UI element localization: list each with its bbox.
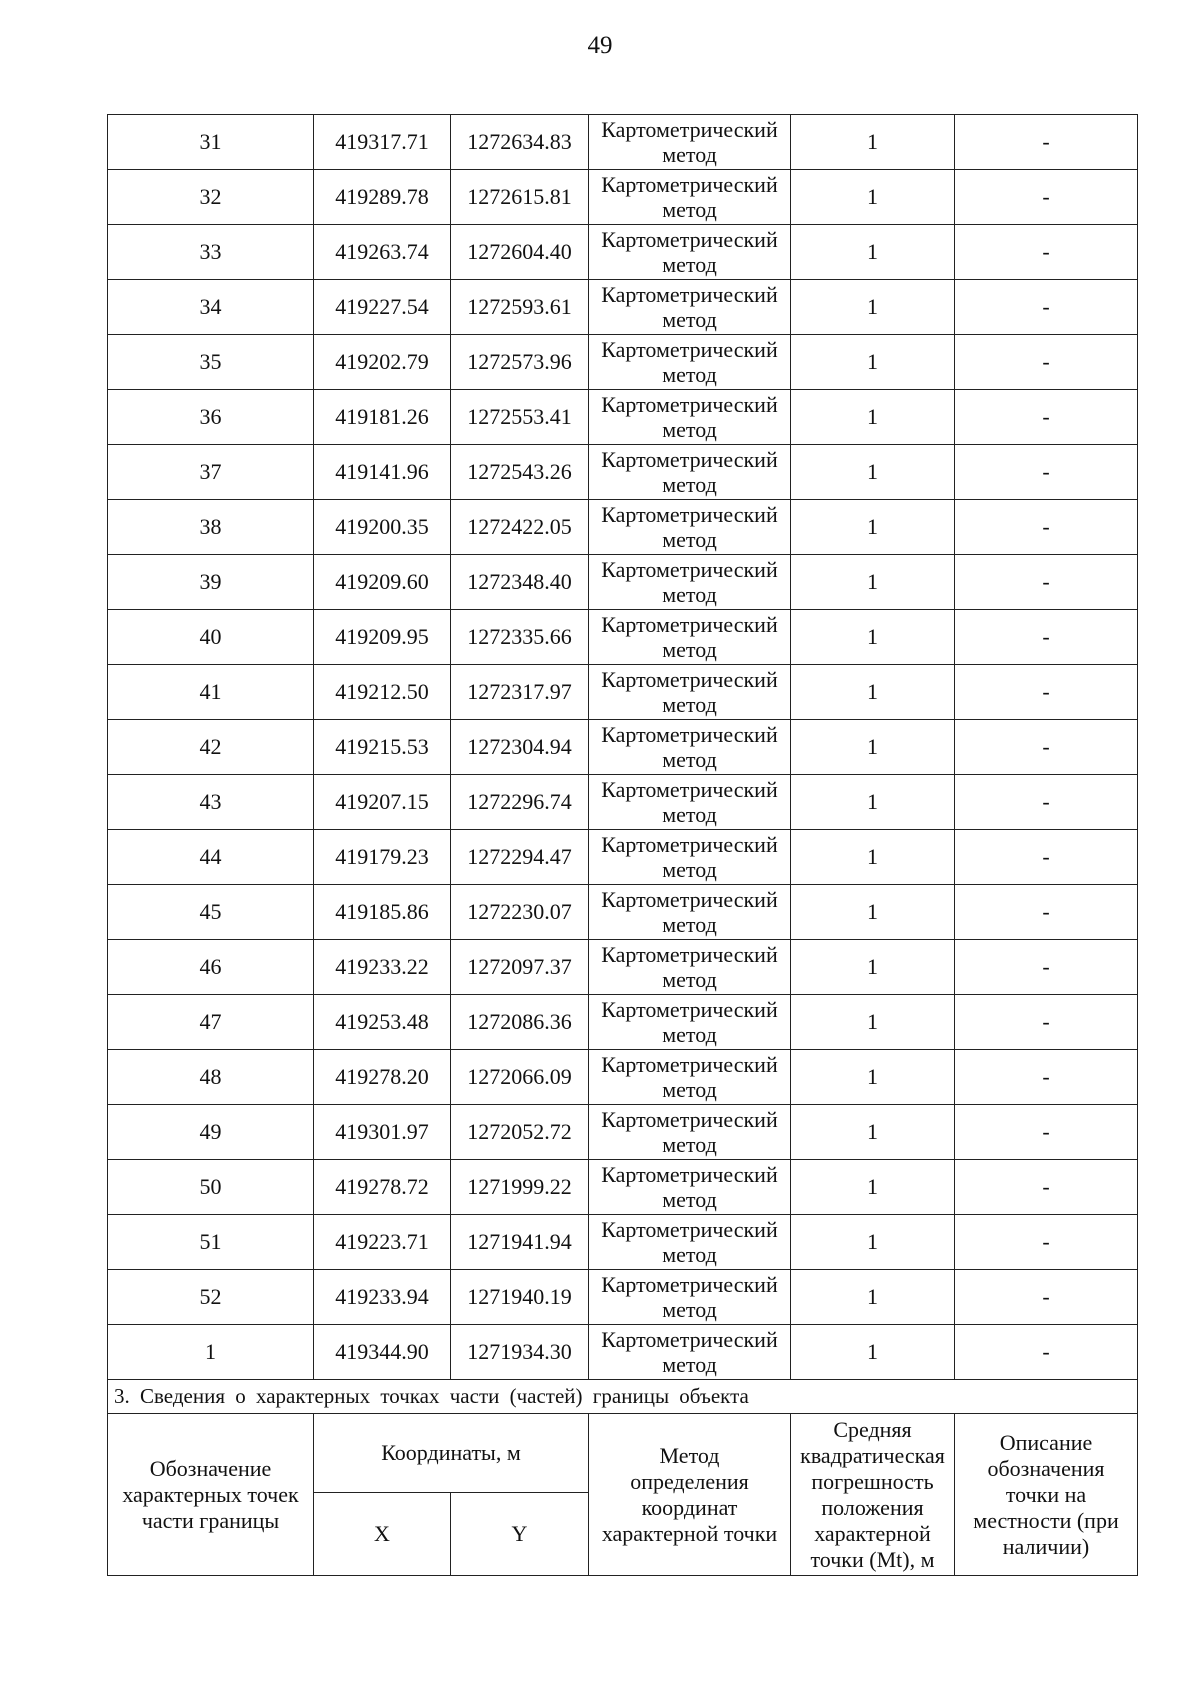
method-line: Картометрический [601, 722, 778, 747]
description-cell: - [955, 830, 1138, 885]
point-number-cell: 42 [108, 720, 314, 775]
table-row [108, 225, 1138, 280]
designation-header-line: характерных точек [122, 1481, 299, 1507]
x-coordinate-cell: 419185.86 [314, 885, 451, 940]
x-coordinate-cell: 419344.90 [314, 1325, 451, 1380]
designation-header [108, 1414, 314, 1576]
method-cell [589, 995, 791, 1050]
y-coordinate-cell: 1272304.94 [451, 720, 589, 775]
table-row [108, 720, 1138, 775]
point-number-cell: 32 [108, 170, 314, 225]
method-line: Картометрический [601, 667, 778, 692]
method-line: метод [662, 1297, 717, 1322]
method-line: метод [662, 142, 717, 167]
point-number-cell: 45 [108, 885, 314, 940]
mt-error-cell: 1 [791, 555, 955, 610]
table-row [108, 500, 1138, 555]
method-line: Картометрический [601, 1272, 778, 1297]
mt-error-cell: 1 [791, 445, 955, 500]
method-line: Картометрический [601, 447, 778, 472]
table-body [108, 115, 1138, 1576]
x-coordinate-cell: 419253.48 [314, 995, 451, 1050]
boundary-points-table [107, 114, 1138, 1576]
mt-error-cell: 1 [791, 610, 955, 665]
section-row [108, 1380, 1138, 1414]
method-cell [589, 830, 791, 885]
x-coordinate-cell: 419278.20 [314, 1050, 451, 1105]
section-title: 3. Сведения о характерных точках части (частей) границы объекта [108, 1380, 1138, 1414]
y-coordinate-cell: 1272335.66 [451, 610, 589, 665]
y-coordinate-cell: 1272573.96 [451, 335, 589, 390]
description-cell: - [955, 335, 1138, 390]
method-line: Картометрический [601, 942, 778, 967]
method-cell [589, 555, 791, 610]
table-row [108, 115, 1138, 170]
description-cell: - [955, 170, 1138, 225]
mt-error-cell: 1 [791, 830, 955, 885]
point-number-cell: 48 [108, 1050, 314, 1105]
y-coordinate-cell: 1272296.74 [451, 775, 589, 830]
mt-error-cell: 1 [791, 1215, 955, 1270]
point-number-cell: 41 [108, 665, 314, 720]
method-line: Картометрический [601, 227, 778, 252]
table-row [108, 1270, 1138, 1325]
table-row [108, 885, 1138, 940]
mt-error-cell: 1 [791, 225, 955, 280]
method-cell [589, 1325, 791, 1380]
y-coordinate-cell: 1272066.09 [451, 1050, 589, 1105]
x-coordinate-cell: 419289.78 [314, 170, 451, 225]
point-number-cell: 35 [108, 335, 314, 390]
method-line: метод [662, 912, 717, 937]
x-coordinate-cell: 419212.50 [314, 665, 451, 720]
method-cell [589, 775, 791, 830]
x-coordinate-cell: 419181.26 [314, 390, 451, 445]
description-cell: - [955, 610, 1138, 665]
point-number-cell: 50 [108, 1160, 314, 1215]
table-row [108, 170, 1138, 225]
mt-error-cell: 1 [791, 500, 955, 555]
mt-error-cell: 1 [791, 1270, 955, 1325]
y-coordinate-cell: 1272615.81 [451, 170, 589, 225]
method-cell [589, 445, 791, 500]
method-cell [589, 1105, 791, 1160]
x-coordinate-cell: 419227.54 [314, 280, 451, 335]
table-row [108, 445, 1138, 500]
x-coordinate-cell: 419233.94 [314, 1270, 451, 1325]
point-number-cell: 47 [108, 995, 314, 1050]
method-header-line: определения [630, 1468, 749, 1494]
method-line: метод [662, 252, 717, 277]
table-row [108, 555, 1138, 610]
method-line: метод [662, 1242, 717, 1267]
point-number-cell: 1 [108, 1325, 314, 1380]
error-header-line: точки (Mt), м [810, 1546, 935, 1572]
description-cell: - [955, 390, 1138, 445]
table-row [108, 1105, 1138, 1160]
description-cell: - [955, 1160, 1138, 1215]
description-cell: - [955, 1270, 1138, 1325]
x-coordinate-cell: 419141.96 [314, 445, 451, 500]
point-number-cell: 51 [108, 1215, 314, 1270]
method-line: Картометрический [601, 117, 778, 142]
table-row [108, 610, 1138, 665]
method-line: метод [662, 1352, 717, 1377]
y-header: Y [451, 1493, 589, 1576]
method-line: Картометрический [601, 557, 778, 582]
y-coordinate-cell: 1271940.19 [451, 1270, 589, 1325]
point-number-cell: 36 [108, 390, 314, 445]
description-cell: - [955, 720, 1138, 775]
x-coordinate-cell: 419215.53 [314, 720, 451, 775]
method-line: Картометрический [601, 777, 778, 802]
description-cell: - [955, 445, 1138, 500]
method-cell [589, 335, 791, 390]
method-header-line: координат [641, 1494, 738, 1520]
y-coordinate-cell: 1272052.72 [451, 1105, 589, 1160]
point-number-cell: 39 [108, 555, 314, 610]
method-cell [589, 390, 791, 445]
method-line: метод [662, 582, 717, 607]
error-header-line: положения [821, 1494, 924, 1520]
y-coordinate-cell: 1272230.07 [451, 885, 589, 940]
method-cell [589, 1050, 791, 1105]
method-line: Картометрический [601, 612, 778, 637]
y-coordinate-cell: 1272097.37 [451, 940, 589, 995]
page-number: 49 [587, 32, 613, 59]
x-coordinate-cell: 419200.35 [314, 500, 451, 555]
description-header-line: наличии) [1002, 1533, 1090, 1559]
mt-error-cell: 1 [791, 775, 955, 830]
y-coordinate-cell: 1271941.94 [451, 1215, 589, 1270]
method-cell [589, 115, 791, 170]
mt-error-cell: 1 [791, 115, 955, 170]
point-number-cell: 44 [108, 830, 314, 885]
y-coordinate-cell: 1272348.40 [451, 555, 589, 610]
method-header-line: характерной точки [601, 1520, 778, 1546]
error-header-line: квадратическая [800, 1442, 945, 1468]
method-line: метод [662, 307, 717, 332]
method-line: метод [662, 1022, 717, 1047]
point-number-cell: 46 [108, 940, 314, 995]
error-header-line: характерной [814, 1520, 931, 1546]
method-line: Картометрический [601, 392, 778, 417]
method-cell [589, 1270, 791, 1325]
method-line: метод [662, 802, 717, 827]
table-row [108, 1160, 1138, 1215]
x-coordinate-cell: 419179.23 [314, 830, 451, 885]
y-coordinate-cell: 1272294.47 [451, 830, 589, 885]
point-number-cell: 43 [108, 775, 314, 830]
y-coordinate-cell: 1271999.22 [451, 1160, 589, 1215]
description-cell: - [955, 665, 1138, 720]
mt-error-cell: 1 [791, 885, 955, 940]
header-row [108, 1414, 1138, 1493]
method-cell [589, 500, 791, 555]
y-coordinate-cell: 1272593.61 [451, 280, 589, 335]
x-coordinate-cell: 419202.79 [314, 335, 451, 390]
method-line: метод [662, 1132, 717, 1157]
y-coordinate-cell: 1272553.41 [451, 390, 589, 445]
description-cell: - [955, 1325, 1138, 1380]
method-cell [589, 1215, 791, 1270]
method-line: метод [662, 472, 717, 497]
point-number-cell: 31 [108, 115, 314, 170]
y-coordinate-cell: 1272604.40 [451, 225, 589, 280]
mt-error-cell: 1 [791, 1105, 955, 1160]
method-line: метод [662, 527, 717, 552]
y-coordinate-cell: 1272317.97 [451, 665, 589, 720]
method-header [589, 1414, 791, 1576]
method-cell [589, 940, 791, 995]
mt-error-cell: 1 [791, 720, 955, 775]
point-number-cell: 49 [108, 1105, 314, 1160]
mt-error-cell: 1 [791, 940, 955, 995]
method-line: метод [662, 1187, 717, 1212]
y-coordinate-cell: 1271934.30 [451, 1325, 589, 1380]
method-line: метод [662, 1077, 717, 1102]
table-row [108, 335, 1138, 390]
method-cell [589, 665, 791, 720]
description-cell: - [955, 1050, 1138, 1105]
method-line: Картометрический [601, 337, 778, 362]
y-coordinate-cell: 1272543.26 [451, 445, 589, 500]
mt-error-cell: 1 [791, 335, 955, 390]
method-line: Картометрический [601, 1107, 778, 1132]
coordinates-header: Координаты, м [314, 1414, 589, 1493]
table-row [108, 1215, 1138, 1270]
mt-error-cell: 1 [791, 665, 955, 720]
method-cell [589, 885, 791, 940]
method-line: Картометрический [601, 1162, 778, 1187]
mt-error-cell: 1 [791, 1050, 955, 1105]
method-line: метод [662, 362, 717, 387]
method-header-line: Метод [659, 1442, 720, 1468]
mt-error-cell: 1 [791, 1325, 955, 1380]
mt-error-cell: 1 [791, 1160, 955, 1215]
description-cell: - [955, 1105, 1138, 1160]
table-row [108, 940, 1138, 995]
table-row [108, 390, 1138, 445]
method-line: Картометрический [601, 1052, 778, 1077]
error-header [791, 1414, 955, 1576]
x-coordinate-cell: 419233.22 [314, 940, 451, 995]
designation-header-line: Обозначение [149, 1455, 272, 1481]
x-coordinate-cell: 419263.74 [314, 225, 451, 280]
method-line: Картометрический [601, 172, 778, 197]
description-header-line: Описание [999, 1429, 1093, 1455]
method-cell [589, 170, 791, 225]
method-line: Картометрический [601, 832, 778, 857]
description-header [955, 1414, 1138, 1576]
x-coordinate-cell: 419301.97 [314, 1105, 451, 1160]
method-line: Картометрический [601, 887, 778, 912]
x-coordinate-cell: 419223.71 [314, 1215, 451, 1270]
table-row [108, 665, 1138, 720]
table-row [108, 280, 1138, 335]
method-line: метод [662, 747, 717, 772]
method-line: Картометрический [601, 997, 778, 1022]
x-coordinate-cell: 419209.60 [314, 555, 451, 610]
mt-error-cell: 1 [791, 995, 955, 1050]
error-header-line: Средняя [833, 1416, 912, 1442]
table-row [108, 830, 1138, 885]
method-cell [589, 1160, 791, 1215]
method-line: метод [662, 197, 717, 222]
y-coordinate-cell: 1272422.05 [451, 500, 589, 555]
description-cell: - [955, 885, 1138, 940]
description-header-line: местности (при [973, 1507, 1119, 1533]
point-number-cell: 37 [108, 445, 314, 500]
point-number-cell: 33 [108, 225, 314, 280]
description-cell: - [955, 1215, 1138, 1270]
description-cell: - [955, 225, 1138, 280]
description-cell: - [955, 555, 1138, 610]
x-header: X [314, 1493, 451, 1576]
point-number-cell: 34 [108, 280, 314, 335]
description-cell: - [955, 775, 1138, 830]
mt-error-cell: 1 [791, 170, 955, 225]
table-row [108, 775, 1138, 830]
method-line: метод [662, 967, 717, 992]
x-coordinate-cell: 419278.72 [314, 1160, 451, 1215]
description-header-line: обозначения [987, 1455, 1105, 1481]
point-number-cell: 40 [108, 610, 314, 665]
method-line: Картометрический [601, 502, 778, 527]
method-line: Картометрический [601, 282, 778, 307]
description-header-line: точки на [1005, 1481, 1087, 1507]
method-line: метод [662, 857, 717, 882]
method-cell [589, 720, 791, 775]
method-line: Картометрический [601, 1327, 778, 1352]
method-line: метод [662, 637, 717, 662]
description-cell: - [955, 280, 1138, 335]
table-row [108, 1325, 1138, 1380]
error-header-line: погрешность [811, 1468, 934, 1494]
point-number-cell: 38 [108, 500, 314, 555]
description-cell: - [955, 940, 1138, 995]
description-cell: - [955, 500, 1138, 555]
y-coordinate-cell: 1272634.83 [451, 115, 589, 170]
method-cell [589, 225, 791, 280]
table-row [108, 1050, 1138, 1105]
table-row [108, 995, 1138, 1050]
mt-error-cell: 1 [791, 390, 955, 445]
method-line: метод [662, 692, 717, 717]
method-line: Картометрический [601, 1217, 778, 1242]
method-cell [589, 610, 791, 665]
point-number-cell: 52 [108, 1270, 314, 1325]
x-coordinate-cell: 419317.71 [314, 115, 451, 170]
description-cell: - [955, 115, 1138, 170]
mt-error-cell: 1 [791, 280, 955, 335]
method-line: метод [662, 417, 717, 442]
x-coordinate-cell: 419209.95 [314, 610, 451, 665]
method-cell [589, 280, 791, 335]
description-cell: - [955, 995, 1138, 1050]
x-coordinate-cell: 419207.15 [314, 775, 451, 830]
designation-header-line: части границы [141, 1507, 280, 1533]
y-coordinate-cell: 1272086.36 [451, 995, 589, 1050]
